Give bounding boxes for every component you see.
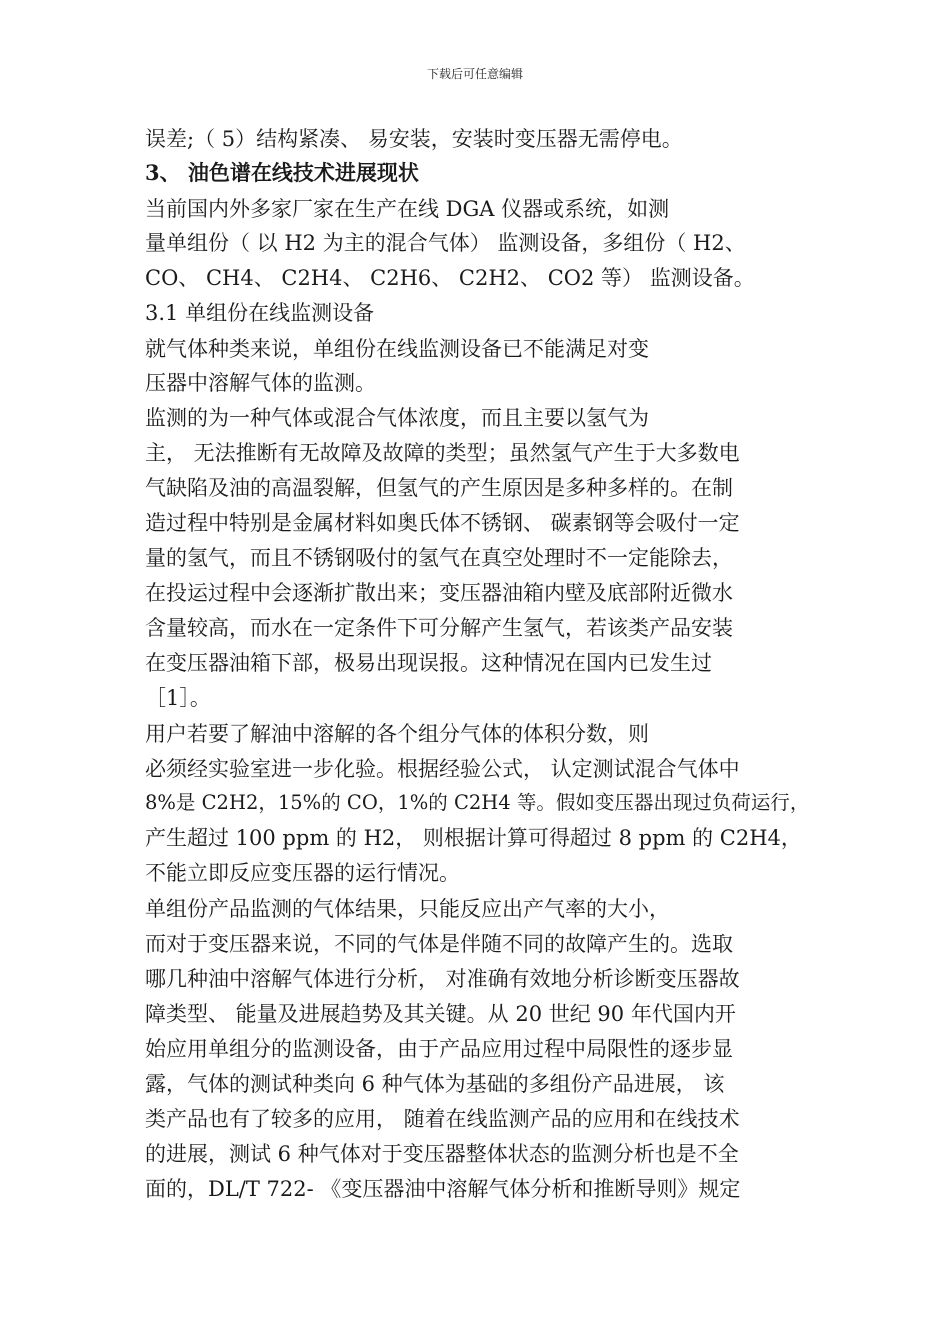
text-line: 主， 无法推断有无故障及故障的类型；虽然氢气产生于大多数电: [145, 441, 740, 465]
text-line: 就气体种类来说，单组份在线监测设备已不能满足对变: [145, 337, 649, 361]
text-line: 障类型、 能量及进展趋势及其关键。从 20 世纪 90 年代国内开: [145, 1002, 736, 1026]
text-line: 在变压器油箱下部，极易出现误报。这种情况在国内已发生过: [145, 651, 712, 675]
text-line: 不能立即反应变压器的运行情况。: [145, 861, 460, 885]
text-line: 用户若要了解油中溶解的各个组分气体的体积分数，则: [145, 722, 649, 746]
text-line: 始应用单组分的监测设备，由于产品应用过程中局限性的逐步显: [145, 1037, 733, 1061]
text-line: 造过程中特别是金属材料如奥氏体不锈钢、 碳素钢等会吸付一定: [145, 511, 740, 535]
text-line: 量的氢气，而且不锈钢吸付的氢气在真空处理时不一定能除去，: [145, 546, 733, 570]
text-line: CO、 CH4、 C2H4、 C2H6、 C2H2、 CO2 等） 监测设备。: [145, 266, 755, 290]
text-line: 压器中溶解气体的监测。: [145, 371, 376, 395]
text-line: 产生超过 100 ppm 的 H2， 则根据计算可得超过 8 ppm 的 C2H4，: [145, 826, 802, 850]
text-line: 含量较高，而水在一定条件下可分解产生氢气，若该类产品安装: [145, 616, 733, 640]
text-line: 哪几种油中溶解气体进行分析， 对准确有效地分析诊断变压器故: [145, 967, 740, 991]
text-line: 单组份产品监测的气体结果，只能反应出产气率的大小，: [145, 897, 670, 921]
section-heading: 3、 油色谱在线技术进展现状: [145, 160, 419, 185]
text-line: ［1］。: [145, 686, 211, 710]
text-line: 而对于变压器来说，不同的气体是伴随不同的故障产生的。选取: [145, 932, 733, 956]
subsection-heading: 3.1 单组份在线监测设备: [145, 301, 375, 325]
text-line: 必须经实验室进一步化验。根据经验公式， 认定测试混合气体中: [145, 757, 740, 781]
text-line: 监测的为一种气体或混合气体浓度，而且主要以氢气为: [145, 406, 649, 430]
text-line: 的进展，测试 6 种气体对于变压器整体状态的监测分析也是不全: [145, 1142, 739, 1166]
text-line: 当前国内外多家厂家在生产在线 DGA 仪器或系统，如测: [145, 197, 670, 221]
text-line: 在投运过程中会逐渐扩散出来；变压器油箱内壁及底部附近微水: [145, 581, 733, 605]
text-line: 面的，DL/T 722- 《变压器油中溶解气体分析和推断导则》规定: [145, 1177, 741, 1201]
text-line: 误差;（ 5）结构紧凑、 易安装，安装时变压器无需停电。: [145, 127, 683, 151]
page-header: 下载后可任意编辑: [426, 67, 523, 81]
text-line: 气缺陷及油的高温裂解，但氢气的产生原因是多种多样的。在制: [145, 476, 733, 500]
text-line: 类产品也有了较多的应用， 随着在线监测产品的应用和在线技术: [145, 1107, 740, 1131]
text-line: 露，气体的测试种类向 6 种气体为基础的多组份产品进展， 该: [145, 1072, 725, 1096]
text-line: 量单组份（ 以 H2 为主的混合气体） 监测设备，多组份（ H2、: [145, 231, 746, 255]
text-line: 8%是 C2H2，15%的 CO，1%的 C2H4 等。假如变压器出现过负荷运行，: [145, 791, 810, 814]
